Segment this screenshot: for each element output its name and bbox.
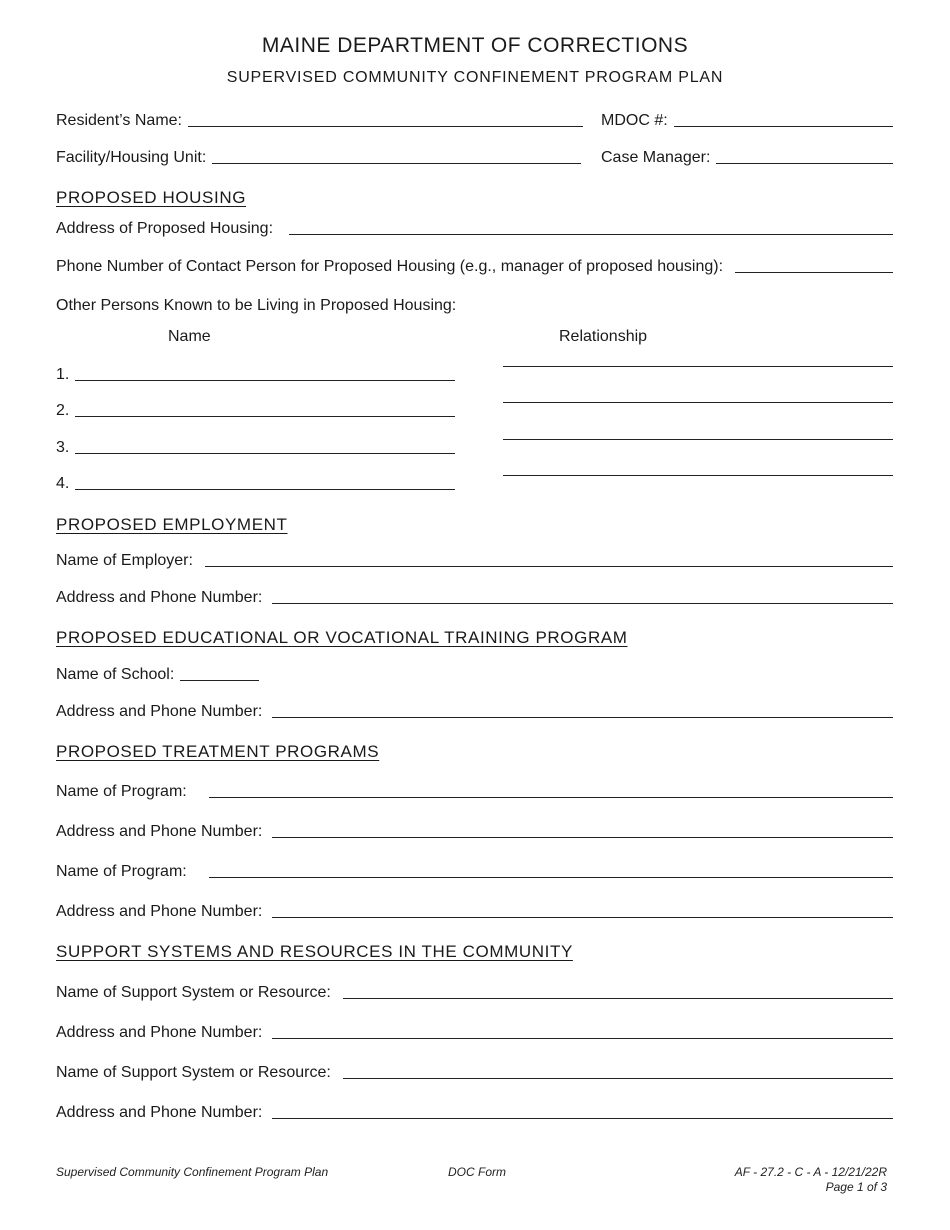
education-heading: PROPOSED EDUCATIONAL OR VOCATIONAL TRAINING PROGRAM — [56, 628, 628, 647]
relationship-row-2 — [503, 402, 893, 406]
resource-address-label: Address and Phone Number: — [56, 1104, 263, 1121]
program-1-row — [56, 783, 893, 801]
name-column-heading: Name — [168, 328, 211, 345]
relationship-column-heading: Relationship — [559, 328, 648, 345]
person-row-4 — [56, 475, 455, 493]
relationship-row-3 — [503, 439, 893, 443]
mdoc-field[interactable] — [674, 126, 893, 127]
program-2-row — [56, 863, 893, 881]
housing-phone-field[interactable] — [735, 272, 893, 273]
person-name-field[interactable] — [75, 453, 455, 454]
person-row-number: 3. — [56, 439, 70, 456]
mdoc-row — [601, 112, 893, 130]
resident-name-row — [56, 112, 583, 130]
resource-1-address-row — [56, 1024, 893, 1042]
person-row-number: 2. — [56, 402, 70, 419]
employment-address-row — [56, 589, 893, 607]
education-address-field[interactable] — [272, 717, 893, 718]
resource-2-address-row — [56, 1104, 893, 1122]
person-name-field[interactable] — [75, 489, 455, 490]
mdoc-label: MDOC #: — [601, 112, 668, 129]
program-field[interactable] — [209, 797, 893, 798]
footer-page-number: Page 1 of 3 — [825, 1180, 887, 1194]
program-1-address-row — [56, 823, 893, 841]
person-row-number: 4. — [56, 475, 70, 492]
school-row — [56, 666, 259, 684]
other-persons-row — [56, 297, 456, 315]
program-address-label: Address and Phone Number: — [56, 903, 263, 920]
employment-address-label: Address and Phone Number: — [56, 589, 263, 606]
program-label: Name of Program: — [56, 863, 187, 880]
relationship-field[interactable] — [503, 402, 893, 403]
employer-field[interactable] — [205, 566, 893, 567]
housing-phone-row — [56, 258, 893, 276]
relationship-field[interactable] — [503, 475, 893, 476]
resident-name-field[interactable] — [188, 126, 583, 127]
resource-2-row — [56, 1064, 893, 1082]
housing-address-label: Address of Proposed Housing: — [56, 220, 274, 237]
form-subtitle: SUPERVISED COMMUNITY CONFINEMENT PROGRAM PLAN — [226, 69, 724, 86]
program-address-field[interactable] — [272, 917, 893, 918]
resource-field[interactable] — [343, 1078, 893, 1079]
person-row-2 — [56, 402, 455, 420]
housing-phone-label: Phone Number of Contact Person for Proposed Housing (e.g., manager of proposed housing): — [56, 258, 724, 275]
school-field[interactable] — [180, 680, 259, 681]
program-2-address-row — [56, 903, 893, 921]
support-heading: SUPPORT SYSTEMS AND RESOURCES IN THE COMMUNITY — [56, 942, 573, 961]
education-address-row — [56, 703, 893, 721]
form-title: MAINE DEPARTMENT OF CORRECTIONS — [261, 34, 689, 57]
education-address-label: Address and Phone Number: — [56, 703, 263, 720]
school-label: Name of School: — [56, 666, 175, 683]
employer-label: Name of Employer: — [56, 552, 193, 569]
person-row-number: 1. — [56, 366, 70, 383]
treatment-heading: PROPOSED TREATMENT PROGRAMS — [56, 742, 380, 761]
resource-label: Name of Support System or Resource: — [56, 1064, 331, 1081]
resource-address-field[interactable] — [272, 1118, 893, 1119]
other-persons-label: Other Persons Known to be Living in Proposed Housing: — [56, 297, 457, 314]
relationship-field[interactable] — [503, 439, 893, 440]
program-address-label: Address and Phone Number: — [56, 823, 263, 840]
program-field[interactable] — [209, 877, 893, 878]
person-name-field[interactable] — [75, 416, 455, 417]
footer-form-name: Supervised Community Confinement Program Plan — [56, 1165, 329, 1179]
case-manager-row — [601, 149, 893, 167]
person-row-3 — [56, 439, 455, 457]
housing-heading: PROPOSED HOUSING — [56, 188, 247, 207]
program-address-field[interactable] — [272, 837, 893, 838]
facility-row — [56, 149, 581, 167]
resource-1-row — [56, 984, 893, 1002]
case-manager-label: Case Manager: — [601, 149, 711, 166]
resource-label: Name of Support System or Resource: — [56, 984, 331, 1001]
person-row-1 — [56, 366, 455, 384]
resident-name-label: Resident’s Name: — [56, 112, 182, 129]
footer-form-code: AF - 27.2 - C - A - 12/21/22R — [734, 1165, 887, 1179]
case-manager-field[interactable] — [716, 163, 893, 164]
relationship-row-4 — [503, 475, 893, 479]
resource-address-field[interactable] — [272, 1038, 893, 1039]
relationship-row-1 — [503, 366, 893, 370]
program-label: Name of Program: — [56, 783, 187, 800]
resource-address-label: Address and Phone Number: — [56, 1024, 263, 1041]
housing-address-row — [56, 220, 893, 238]
facility-label: Facility/Housing Unit: — [56, 149, 207, 166]
facility-field[interactable] — [212, 163, 581, 164]
employer-row — [56, 552, 893, 570]
employment-address-field[interactable] — [272, 603, 893, 604]
resource-field[interactable] — [343, 998, 893, 999]
relationship-field[interactable] — [503, 366, 893, 367]
footer-doc-form: DOC Form — [448, 1165, 506, 1179]
person-name-field[interactable] — [75, 380, 455, 381]
employment-heading: PROPOSED EMPLOYMENT — [56, 515, 288, 534]
housing-address-field[interactable] — [289, 234, 893, 235]
